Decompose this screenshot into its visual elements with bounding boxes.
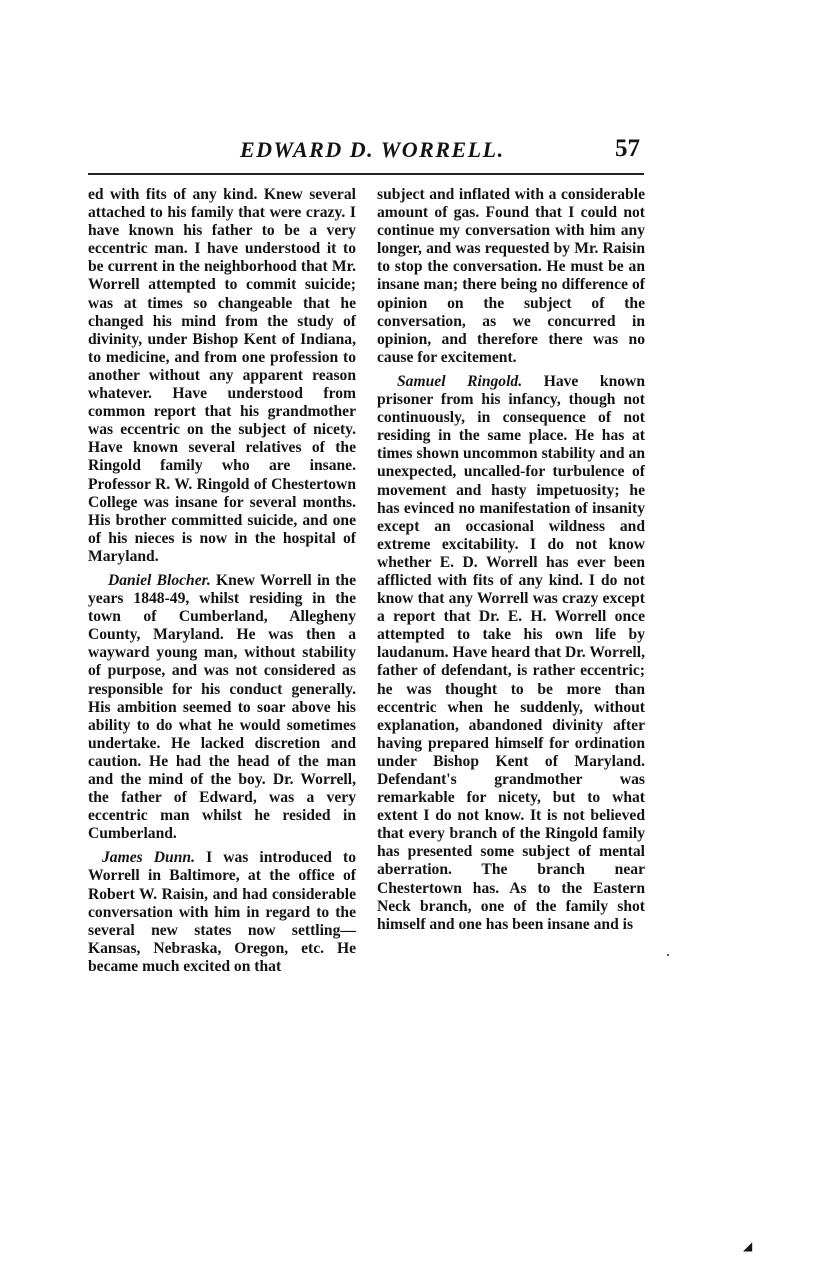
paragraph-text: Have known prisoner from his infancy, though not continuously, in consequence of not residing in the same place. He has at times shown uncommon stability and an unexpected, uncalled-for turbulence of movement and hasty impetuosity; he has evinced no manifestation of insanity except an occasional wildness and extreme excitability. I do not know whether E. D. Worrell has ever been afflicted with fits of any kind. I do not know that any Worrell was crazy except a report that Dr. E. H. Worrell once attempted to take his own life by laudanum. Have heard that Dr. Worrell, father of defendant, is rather eccentric; he was thought to be more than eccentric when he suddenly, without explanation, abandoned divinity after having prepared himself for ordination under Bishop Kent of Maryland. Defendant's grandmother was remarkable for nicety, but to what extent I do not know. It is not believed that every branch of the Ringold family has presented some subject of mental aberration. The branch near Chestertown has. As to the Eastern Neck branch, one of the family shot himself and one has been insane and is: [377, 372, 645, 933]
right-column: [377, 186, 645, 940]
paragraph-samuel-ringold: [377, 373, 645, 934]
speaker-name: James Dunn.: [102, 849, 195, 867]
page-number: 57: [615, 135, 640, 162]
paragraph-text: Knew Worrell in the years 1848-49, whilst residing in the town of Cumberland, Allegheny County, Maryland. He was then a wayward young man, without stability of purpose, and was not considered as responsible for his conduct generally. His ambition seemed to soar above his ability to do what he would sometimes undertake. He lacked discretion and caution. He had the head of the man and the mind of the boy. Dr. Worrell, the father of Edward, was a very eccentric man whilst he resided in Cumberland.: [88, 571, 357, 843]
ink-speck: [667, 954, 669, 956]
left-column: [88, 186, 356, 982]
paragraph-continuation: subject and inflated with a considerable amount of gas. Found that I could not continue my conversation with him any longer, and was requested by Mr. Raisin to stop the conversation. He must be an insane man; there being no difference of opinion on the subject of the conversation, as we concurred in opinion, and therefore there was no cause for excitement.: [377, 186, 645, 366]
speaker-name: Samuel Ringold.: [397, 372, 523, 390]
running-header: [88, 133, 644, 175]
paragraph-daniel-blocher: [88, 572, 356, 843]
corner-mark: ◢: [743, 1239, 753, 1253]
running-title: EDWARD D. WORRELL.: [240, 137, 505, 162]
paragraph-james-dunn: [88, 849, 356, 976]
paragraph-text: I was introduced to Worrell in Baltimore, at the office of Robert W. Raisin, and had considerable conversation with him in regard to the several new states now settling—Kansas, Nebraska, Oregon, etc. He became much excited on that: [88, 849, 356, 975]
paragraph-continuation: ed with fits of any kind. Knew several attached to his family that were crazy. I have known his father to be a very eccentric man. I have understood it to be current in the neighborhood that Mr. Worrell attempted to commit suicide; was at times so changeable that he changed his mind from the study of divinity, under Bishop Kent of Indiana, to medicine, and from one profession to another without any apparent reason whatever. Have understood from common report that his grandmother was eccentric on the subject of nicety. Have known several relatives of the Ringold family who are insane. Professor R. W. Ringold of Chestertown College was insane for several months. His brother committed suicide, and one of his nieces is now in the hospital of Maryland.: [88, 186, 356, 565]
speaker-name: Daniel Blocher.: [108, 571, 211, 589]
